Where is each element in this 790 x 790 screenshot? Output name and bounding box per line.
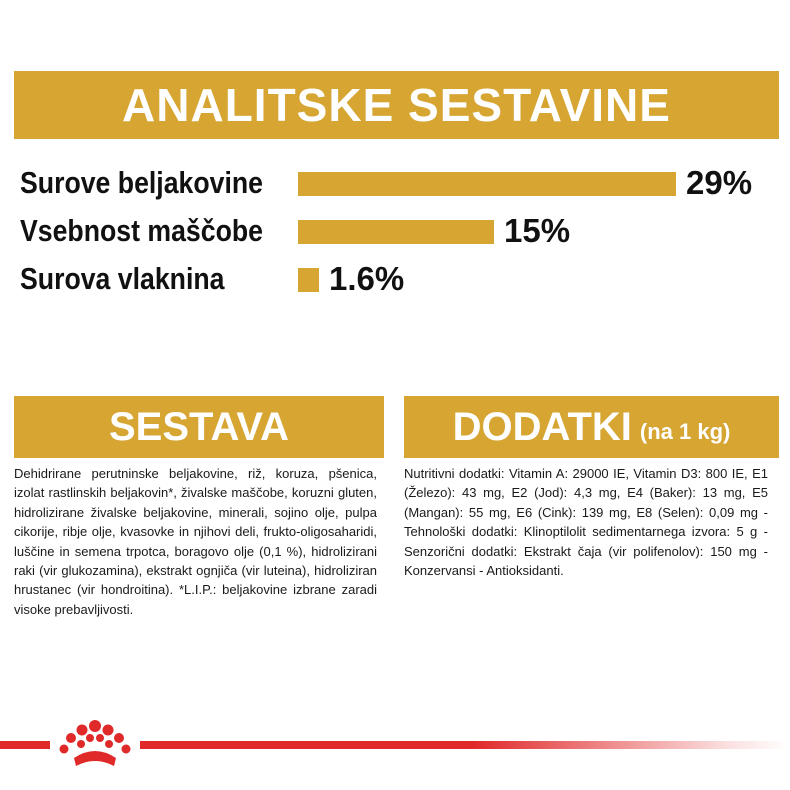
- analysis-row-bar: [298, 220, 494, 244]
- composition-title: SESTAVA: [108, 404, 290, 449]
- composition-banner: [14, 396, 384, 458]
- additives-text: Nutritivni dodatki: Vitamin A: 29000 IE, Vitamin D3: 800 IE, E1 (Železo): 43 mg, E2 (Jod): 4,3 mg, E4 (Baker): 13 mg, E5 (Mangan): 55 mg, E6 (Cink): 139 mg, E8 (Selen): 0,09 mg - Tehnološki dodatki: Klinoptilolit sedimentarnega izvora: 5 g - Senzorični dodatki: Ekstrakt čaja (vir polifenolov): 150 mg - Konzervansi - Antioksidanti.: [404, 466, 768, 579]
- royal-canin-crown-icon: [50, 716, 140, 774]
- analysis-row-value: 15%: [504, 212, 571, 249]
- additives-banner: [404, 396, 779, 458]
- analysis-row-label: Surove beljakovine: [20, 165, 264, 200]
- analysis-title: ANALITSKE SESTAVINE: [122, 79, 671, 131]
- composition-text: Dehidrirane perutninske beljakovine, riž, koruza, pšenica, izolat rastlinskih beljakovin*, živalske maščobe, koruzni gluten, hidrolizirane živalske beljakovine, minerali, sojino olje, pulpa cikorije, ribje olje, kvasovke in njihovi deli, frukto-oligosaharidi, luščine in semena trpotca, boragovo olje (0,1 %), hidrolizirani raki (vir glukozamina), ekstrakt ognjiča (vir luteina), hidroliziran hrustanec (vir hondroitina). *L.I.P.: beljakovine izbrane zaradi visoke prebavljivosti.: [14, 466, 377, 617]
- footer-red-line-start: [0, 741, 48, 749]
- additives-title: DODATKI: [452, 404, 632, 449]
- analysis-row-value: 1.6%: [329, 260, 405, 297]
- analysis-row-label: Surova vlaknina: [20, 261, 225, 296]
- analysis-row-bar: [298, 268, 319, 292]
- analysis-row-bar: [298, 172, 676, 196]
- analysis-banner: [14, 71, 779, 139]
- analysis-row-value: 29%: [686, 164, 753, 201]
- analysis-row-label: Vsebnost maščobe: [20, 213, 263, 248]
- additives-subtitle: (na 1 kg): [639, 419, 731, 444]
